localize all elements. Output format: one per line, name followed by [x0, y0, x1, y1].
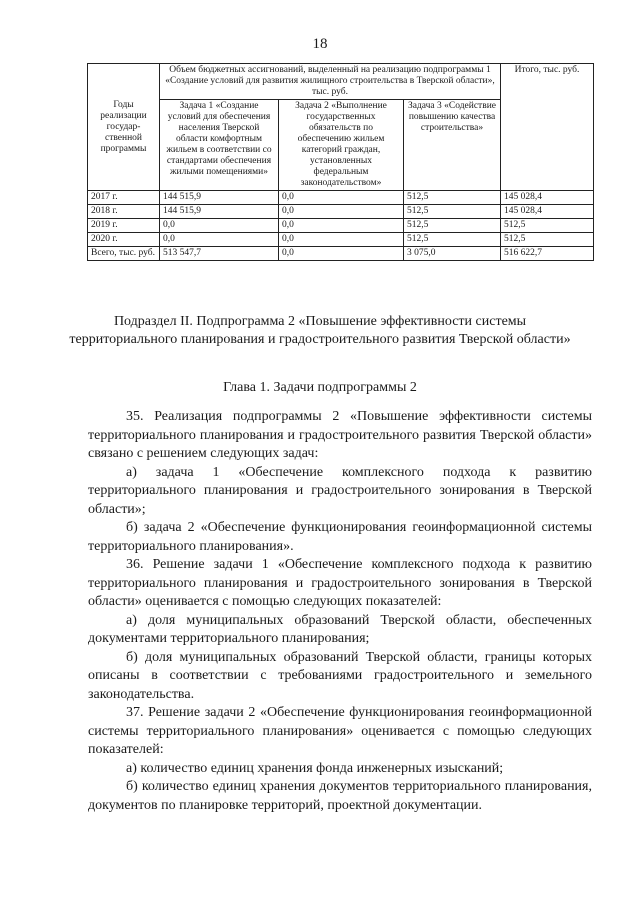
- chapter-title: Глава 1. Задачи подпрограммы 2: [223, 380, 417, 395]
- page-number: 18: [312, 36, 328, 52]
- table-row-total: [88, 247, 594, 261]
- header-years: Годы реализации государ-ственной программы: [88, 64, 160, 191]
- row-task-1: 0,0: [160, 219, 279, 233]
- row-year: 2020 г.: [88, 233, 160, 247]
- paragraph: а) количество единиц хранения фонда инженерных изысканий;: [126, 760, 504, 776]
- row-task-3: 3 075,0: [404, 247, 501, 261]
- row-year: Всего, тыс. руб.: [88, 247, 160, 261]
- header-task-1: Задача 1 «Создание условий для обеспечения населения Тверской области комфортным жильем в соответствии со стандартами обеспечения жилыми помещениями»: [160, 100, 279, 191]
- table-row: [88, 219, 594, 233]
- paragraph: а) задача 1 «Обеспечение комплексного подхода к развитию территориального планирования и градостроительного зонирования в Тверской области»;: [88, 464, 592, 517]
- row-task-3: 512,5: [404, 233, 501, 247]
- table-row: [88, 191, 594, 205]
- row-total: 145 028,4: [501, 191, 594, 205]
- row-total: 512,5: [501, 233, 594, 247]
- paragraph: 37. Решение задачи 2 «Обеспечение функционирования геоинформационной системы территориального планирования» оценивается с помощью следующих показателей:: [88, 705, 592, 757]
- row-task-3: 512,5: [404, 205, 501, 219]
- row-task-3: 512,5: [404, 219, 501, 233]
- budget-table: [87, 63, 594, 261]
- row-total: 512,5: [501, 219, 594, 233]
- paragraph: б) доля муниципальных образований Тверской области, границы которых описаны в соответствии с требованиями градостроительного и земельного законодательства.: [88, 649, 592, 702]
- row-year: 2018 г.: [88, 205, 160, 219]
- row-task-1: 144 515,9: [160, 205, 279, 219]
- header-total: Итого, тыс. руб.: [501, 64, 594, 191]
- row-total: 145 028,4: [501, 205, 594, 219]
- row-total: 516 622,7: [501, 247, 594, 261]
- header-task-2: Задача 2 «Выполнение государственных обязательств по обеспечению жильем категорий граждан, установленных федеральным законодательством»: [279, 100, 404, 191]
- table-row: [88, 205, 594, 219]
- subsection-title: Подраздел II. Подпрограмма 2 «Повышение эффективности системы территориального планирования и градостроительного развития Тверской области»: [69, 314, 571, 347]
- row-task-2: 0,0: [279, 191, 404, 205]
- row-task-2: 0,0: [279, 205, 404, 219]
- row-task-1: 513 547,7: [160, 247, 279, 261]
- row-task-2: 0,0: [279, 247, 404, 261]
- row-task-2: 0,0: [279, 219, 404, 233]
- row-year: 2019 г.: [88, 219, 160, 233]
- row-task-3: 512,5: [404, 191, 501, 205]
- paragraph: б) количество единиц хранения документов территориального планирования, документов по планировке территорий, проектной документации.: [88, 779, 592, 813]
- paragraph: б) задача 2 «Обеспечение функционирования геоинформационной системы территориального планирования».: [88, 520, 592, 554]
- body-text: [88, 408, 592, 815]
- row-task-1: 0,0: [160, 233, 279, 247]
- header-task-3: Задача 3 «Содействие повышению качества строительства»: [404, 100, 501, 191]
- table-row: [88, 233, 594, 247]
- paragraph: 36. Решение задачи 1 «Обеспечение комплексного подхода к развитию территориального планирования и градостроительного зонирования в Тверской области» оценивается с помощью следующих показателей:: [88, 557, 592, 609]
- paragraph: а) доля муниципальных образований Тверской области, обеспеченных документами территориального планирования;: [88, 612, 592, 646]
- row-task-2: 0,0: [279, 233, 404, 247]
- paragraph: 35. Реализация подпрограммы 2 «Повышение эффективности системы территориального планирования и градостроительного развития Тверской области» связано с решением следующих задач:: [88, 409, 592, 461]
- table-header-row: [88, 64, 594, 100]
- row-task-1: 144 515,9: [160, 191, 279, 205]
- row-year: 2017 г.: [88, 191, 160, 205]
- header-volume: Объем бюджетных ассигнований, выделенный на реализацию подпрограммы 1 «Создание условий для развития жилищного строительства в Тверской области», тыс. руб.: [160, 64, 501, 100]
